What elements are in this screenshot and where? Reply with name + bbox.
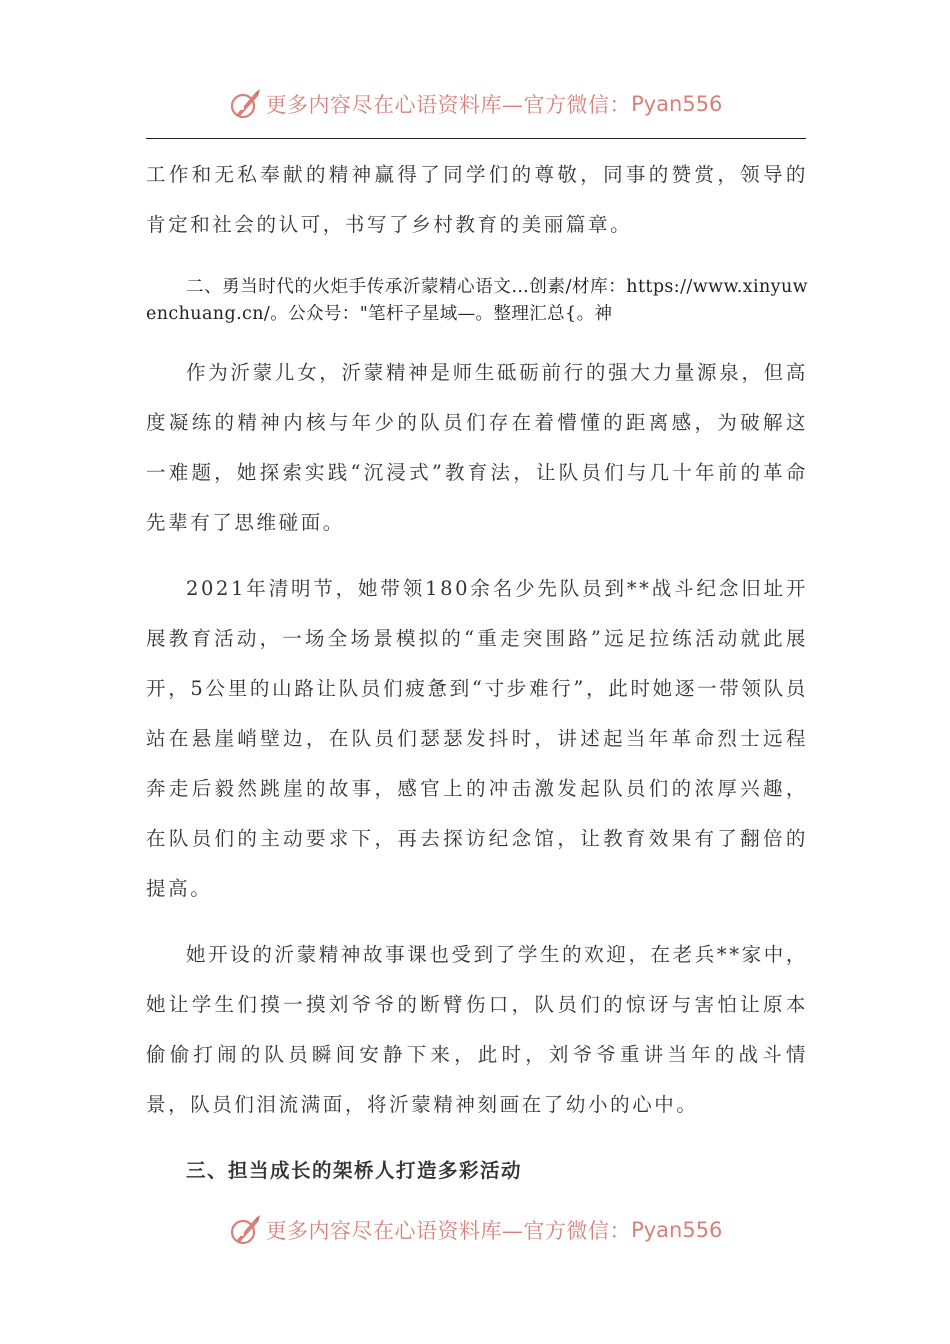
paragraph-continued: 工作和无私奉献的精神赢得了同学们的尊敬，同事的赞赏，领导的肯定和社会的认可，书写了乡村教育的美丽篇章。 xyxy=(146,163,808,236)
footer-banner-text: 更多内容尽在心语资料库—官方微信： xyxy=(265,1219,632,1243)
footer-banner xyxy=(0,1210,950,1250)
quill-pen-icon xyxy=(228,87,262,121)
header-banner xyxy=(0,84,950,124)
paragraph: 她开设的沂蒙精神故事课也受到了学生的欢迎，在老兵**家中，她让学生们摸一摸刘爷爷的断臂伤口，队员们的惊讶与害怕让原本偷偷打闹的队员瞬间安静下来，此时，刘爷爷重讲当年的战斗情景，队员们泪流满面，将沂蒙精神刻画在了幼小的心中。 xyxy=(146,943,808,1116)
paragraph: 2021年清明节，她带领180余名少先队员到**战斗纪念旧址开展教育活动，一场全场景模拟的“重走突围路”远足拉练活动就此展开，5公里的山路让队员们疲惫到“寸步难行”，此时她逐一带领队员站在悬崖峭壁边，在队员们瑟瑟发抖时，讲述起当年革命烈士远程奔走后毅然跳崖的故事，感官上的冲击激发起队员们的浓厚兴趣，在队员们的主动要求下，再去探访纪念馆，让教育效果有了翻倍的提高。 xyxy=(146,577,808,900)
section-heading-3: 三、担当成长的架桥人打造多彩活动 xyxy=(186,1159,523,1182)
header-wechat-handle: Pyan556 xyxy=(631,92,723,116)
quill-pen-icon xyxy=(228,1213,262,1247)
footer-wechat-handle: Pyan556 xyxy=(631,1218,723,1242)
header-divider xyxy=(146,138,806,139)
section-heading-2: 二、勇当时代的火炬手传承沂蒙精心语文…创素/材库：https://www.xinyuwenchuang.cn/。公众号："笔杆子星域—。整理汇总{。神 xyxy=(146,277,808,324)
header-banner-text: 更多内容尽在心语资料库—官方微信： xyxy=(265,93,632,117)
paragraph: 作为沂蒙儿女，沂蒙精神是师生砥砺前行的强大力量源泉，但高度凝练的精神内核与年少的队员们存在着懵懂的距离感，为破解这一难题，她探索实践“沉浸式”教育法，让队员们与几十年前的革命先辈有了思维碰面。 xyxy=(146,361,808,534)
document-body xyxy=(146,150,808,1196)
